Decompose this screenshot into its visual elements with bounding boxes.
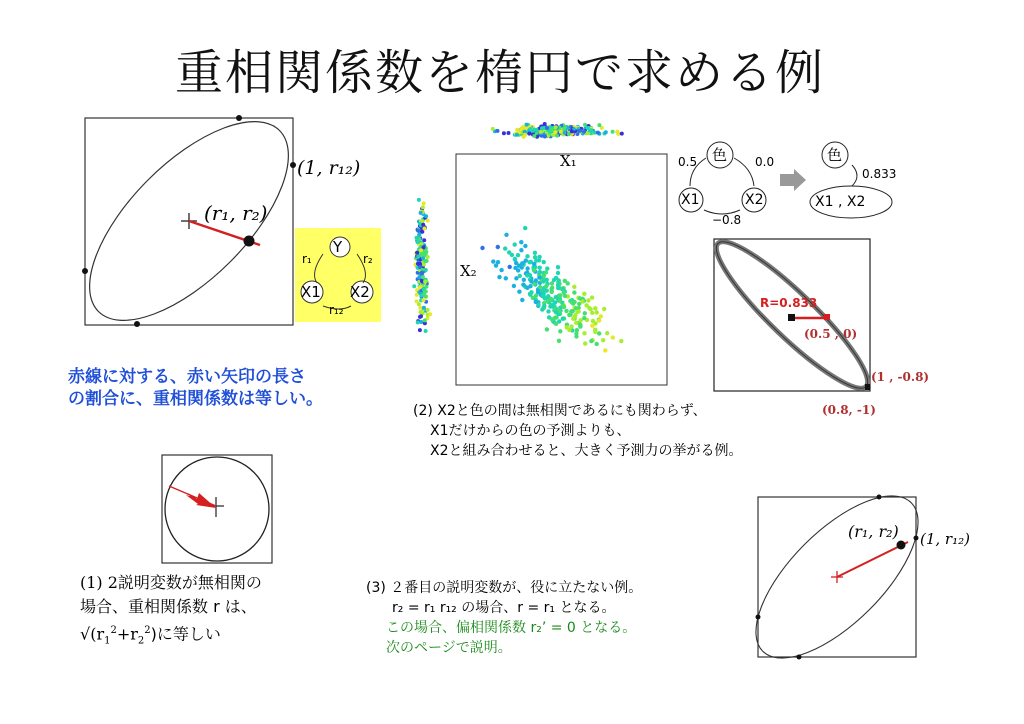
note-2-line-2: X1だけからの色の予測よりも、 [430,423,631,439]
scatter-point [546,294,550,298]
panel3-label-vector: (r₁, r₂) [848,522,899,541]
left-marginal-point [418,285,422,289]
top-marginal-point [615,130,619,134]
scatter-point [496,245,500,249]
top-marginal-point [620,132,624,136]
scatter-point [519,240,523,244]
scatter-point [538,270,542,274]
scatter-point [533,251,537,255]
scatter-point [523,244,527,248]
scatter-point [593,306,597,310]
left-marginal-point [419,310,423,314]
blue-note-line-2: の割合に、重相関係数は等しい。 [68,389,323,409]
scatter-point [532,268,536,272]
color-diagram [676,138,906,233]
scatter-point [480,246,484,250]
scatter-point [520,298,524,302]
scatter-point [503,246,507,250]
scatter-point [491,259,495,263]
scatter-point [583,311,587,315]
top-marginal-point [525,123,529,127]
scatter-point [574,334,578,338]
scatter-point [591,319,595,323]
left-marginal-point [421,205,425,209]
scatter-point [597,331,601,335]
scatter-point [544,284,548,288]
scatter-point [550,290,554,294]
scatter-point [561,304,565,308]
scatter-point [582,292,586,296]
top-marginal-point [563,131,567,135]
scatter-point [582,331,586,335]
top-marginal-point [611,130,615,134]
top-marginal-point [545,126,549,130]
scatter-point [517,290,521,294]
note-3-line-3: この場合、偏相関係数 r₂’ = 0 となる。 [386,620,637,636]
scatter-point [538,266,542,270]
note-1-line-3 [80,619,262,654]
scatter-point [572,290,576,294]
scatter-point [508,265,512,269]
scatter-point [517,264,521,268]
scatter-point [619,339,623,343]
note-1-line-1-text: (1) 2説明変数が無相関の [80,573,262,592]
scatter-point [522,278,526,282]
left-marginal-point [428,312,432,316]
top-marginal-point [515,133,519,137]
top-marginal-point [577,129,581,133]
scatter-point [590,295,594,299]
triangle-r12: r₁₂ [329,303,344,317]
top-marginal-point [583,123,587,127]
scatter-point [574,321,578,325]
top-marginal-point [519,127,523,131]
scatter-point [519,248,523,252]
scatter-point [534,278,538,282]
page-title: 重相関係数を楕円で求める例 [174,45,825,101]
scatter-point [518,274,522,278]
scatter-point [546,309,550,313]
scatter-point [578,324,582,328]
scatter-point [507,250,511,254]
left-marginal-point [417,302,421,306]
note-3-line-1: (3) ２番目の説明変数が、役に立たない例。 [366,580,643,596]
top-marginal-point [570,129,574,133]
ellipse2-r-label: R=0.833 [760,296,818,310]
color-node-right: 色 [827,146,843,164]
scatter-point [512,284,516,288]
note-1-sqrt: √(r [80,624,105,644]
scatter-x2-label: X₂ [460,262,477,280]
scatter-point [558,299,562,303]
scatter-point [599,314,603,318]
scatter-point [590,324,594,328]
note-3-line-2: r₂ = r₁ r₁₂ の場合、r = r₁ となる。 [392,600,616,616]
top-marginal-point [527,132,531,136]
top-marginal-point [596,131,600,135]
scatter-point [550,286,554,290]
scatter-point [545,327,549,331]
color-weight-combined: 0.833 [862,167,897,181]
note-1-sub-1: 1 [104,635,111,647]
left-marginal-point [420,271,424,275]
left-marginal-point [416,240,420,244]
left-marginal-point [418,328,422,332]
color-node: 色 [712,146,728,164]
top-marginal-point [554,125,558,129]
scatter-point [605,331,609,335]
left-marginal-point [412,284,416,288]
scatter-x1-label: X₁ [560,152,577,170]
scatter-point [541,279,545,283]
top-marginal-point [496,129,500,133]
scatter-point [525,286,529,290]
scatter-point [582,316,586,320]
note-3 [366,578,642,658]
left-marginal-point [426,219,430,223]
left-marginal-point [422,201,426,205]
color-combined: X1 , X2 [815,194,866,210]
top-marginal-point [523,133,527,137]
left-marginal-point [416,229,420,233]
left-marginal-point [424,329,428,333]
note-1-sub-2: 2 [137,635,145,647]
scatter-point [602,307,606,311]
left-marginal-point [415,251,419,255]
note-1-sup-2: 2 [144,625,151,636]
top-marginal-point [515,128,519,132]
scatter-point [575,328,579,332]
panel1-label-vector: (r₁, r₂) [204,201,268,225]
scatter-point [611,335,615,339]
scatter-point [554,276,558,280]
note-1-sup-1: 2 [110,625,117,636]
scatter-point [540,293,544,297]
left-marginal-point [419,211,423,215]
left-marginal-point [416,255,420,259]
triangle-y: Y [333,238,343,256]
scatter-point [538,285,542,289]
scatter-point [525,273,529,277]
scatter-point [546,299,550,303]
ellipse-panel-2 [714,239,874,394]
color-weight-x1: 0.5 [678,155,698,169]
left-marginal-point [419,314,423,318]
scatter-point [578,296,582,300]
scatter-point [597,318,601,322]
left-marginal-point [417,198,421,202]
scatter-point [523,226,527,230]
left-marginal-point [422,298,426,302]
scatter-point [566,281,570,285]
left-marginal-point [424,268,428,272]
scatter-point [537,275,541,279]
top-marginal-point [597,123,601,127]
scatter-point [529,279,533,283]
scatter-point [536,290,540,294]
left-marginal-point [421,220,425,224]
scatter-point [548,304,552,308]
circle-panel [162,455,274,565]
triangle-x2: X2 [350,283,370,301]
top-marginal-point [507,131,511,135]
scatter-point [572,285,576,289]
top-marginal-point [539,130,543,134]
left-marginal-point [417,275,421,279]
left-marginal-point [423,280,427,284]
scatter-point [584,303,588,307]
top-marginal-point [532,134,536,138]
panel1-label-top: (1, r₁₂) [297,157,361,179]
scatter-point [556,286,560,290]
note-2-line-1: (2) X2と色の間は無相関であるにも関わらず、 [413,403,707,419]
scatter-point [601,338,605,342]
left-marginal-point [421,223,425,227]
scatter-point [554,295,558,299]
scatter-point [569,324,573,328]
scatter-point [603,348,607,352]
top-marginal-point [491,127,495,131]
left-marginal-point [419,320,423,324]
top-marginal-point [582,130,586,134]
note-1-line-1 [80,571,262,595]
ellipse2-p3: (0.8, -1) [822,403,876,417]
scatter-point [542,304,546,308]
note-1-plus: +r [116,624,138,644]
left-marginal-point [424,290,428,294]
scatter-point [575,310,579,314]
scatter-point [569,309,573,313]
scatter-point [570,300,574,304]
left-marginal-point [423,227,427,231]
blue-note [68,366,323,410]
scatter-point [556,265,560,269]
top-marginal-point [543,135,547,139]
scatter-point [589,339,593,343]
scatter-point [528,260,532,264]
left-marginal-point [419,248,423,252]
triangle-r1: r₁ [302,252,312,266]
scatter-point [554,310,558,314]
left-marginal-point [426,255,430,259]
scatter-point [542,260,546,264]
scatter-point [525,266,529,270]
scatter-point [516,253,520,257]
top-marginal-point [529,127,533,131]
scatter-point [583,341,587,345]
ellipse2-p2: (1 , -0.8) [871,370,930,384]
scatter-point [554,322,558,326]
left-marginal-point [415,236,419,240]
left-marginal-point [418,306,422,310]
blue-note-line-1: 赤線に対する、赤い矢印の長さ [68,367,306,387]
note-2-line-3: X2と組み合わせると、大きく予測力の挙がる例。 [430,443,743,459]
top-marginal-point [559,130,563,134]
ellipse2-p1: (0.5 , 0) [804,327,858,341]
left-marginal-point [423,318,427,322]
left-marginal-point [421,275,425,279]
top-marginal-point [590,128,594,132]
scatter-point [497,275,501,279]
scatter-point [565,325,569,329]
scatter-point [499,268,503,272]
left-marginal-point [415,293,419,297]
scatter-point [504,233,508,237]
top-marginal-point [502,131,506,135]
scatter-point [525,254,529,258]
scatter-point [595,310,599,314]
triangle-x1: X1 [301,283,321,301]
scatter-point [556,271,560,275]
scatter-point [595,342,599,346]
scatter-point [534,300,538,304]
scatter-point [590,311,594,315]
scatter-point [528,293,532,297]
scatter-point [563,294,567,298]
top-marginal-point [553,130,557,134]
left-marginal-point [423,259,427,263]
scatter-point [586,298,590,302]
panel3-label-top: (1, r₁₂) [920,530,970,548]
scatter-point [534,258,538,262]
note-1-line-2: 場合、重相関係数 r は、 [80,597,257,616]
scatter-plot [405,115,670,385]
scatter-point [557,339,561,343]
scatter-point [545,266,549,270]
note-1-end: )に等しい [150,624,221,644]
left-marginal-point [416,320,420,324]
scatter-point [513,242,517,246]
color-weight-x2: 0.0 [755,155,775,169]
scatter-point [558,329,562,333]
scatter-point [521,283,525,287]
scatter-point [561,317,565,321]
left-marginal-point [424,214,428,218]
top-marginal-point [604,130,608,134]
scatter-point [550,317,554,321]
scatter-point [504,276,508,280]
scatter-point [496,260,500,264]
triangle-r2: r₂ [363,252,373,266]
left-marginal-point [422,306,426,310]
note-3-line-4: 次のページで説明。 [386,640,512,656]
left-marginal-point [424,294,428,298]
color-x1: X1 [681,192,700,208]
scatter-point [593,330,597,334]
scatter-point [524,258,528,262]
scatter-point [537,255,541,259]
note-2 [413,401,743,461]
scatter-point [564,309,568,313]
left-marginal-point [426,308,430,312]
color-weight-x1x2: −0.8 [712,213,742,227]
top-marginal-point [550,128,554,132]
note-1 [80,571,262,654]
color-x2: X2 [745,192,764,208]
scatter-point [544,270,548,274]
